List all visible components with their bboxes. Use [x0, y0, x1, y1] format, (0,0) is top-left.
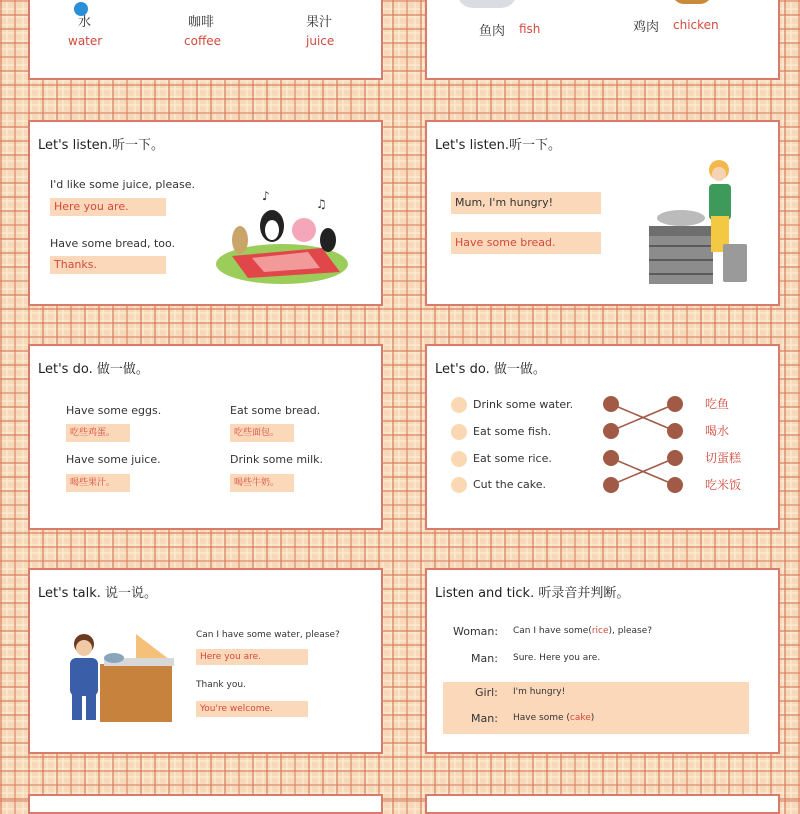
slide-do-1	[28, 344, 383, 530]
vocab-zh: 咖啡	[188, 15, 215, 30]
vocab-en: chicken	[673, 18, 719, 32]
phrase-en: Have some juice.	[66, 453, 161, 466]
slide-title: Let's listen.听一下。	[435, 138, 562, 153]
dialog-line: Sure. Here you are.	[513, 653, 601, 663]
slide-title: Let's talk. 说一说。	[38, 586, 158, 601]
slide-next-left	[28, 794, 383, 814]
slide-listen-1	[28, 120, 383, 306]
speaker-label: Girl:	[475, 686, 498, 699]
dialog-line-box: Mum, I'm hungry!	[451, 192, 601, 214]
vocab-en: water	[68, 34, 103, 48]
slide-title: Let's listen.听一下。	[38, 138, 165, 153]
vocab-zh: 鸡肉	[633, 20, 660, 35]
slide-next-right	[425, 794, 780, 814]
dialog-reply: Here you are.	[196, 649, 308, 665]
dialog-line: I'd like some juice, please.	[50, 178, 195, 191]
speaker-label: Woman:	[453, 625, 499, 638]
match-dot[interactable]	[667, 396, 683, 412]
phrase-en: Have some eggs.	[66, 404, 162, 417]
boy-sink-illustration	[60, 630, 178, 724]
dialog-reply: You're welcome.	[196, 701, 308, 717]
dialog-line: Can I have some water, please?	[196, 630, 340, 640]
dialog-line: Have some bread, too.	[50, 237, 176, 250]
phrase-zh: 喝些果汁。	[66, 474, 130, 492]
phrase-zh: 喝些牛奶。	[230, 474, 294, 492]
mother-cooking-illustration	[641, 156, 751, 288]
answer-blank[interactable]: rice	[591, 626, 609, 636]
answer-blank[interactable]: cake	[569, 713, 591, 723]
slide-listen-2	[425, 120, 780, 306]
match-left-item: Eat some fish.	[473, 425, 552, 438]
dialog-reply: Here you are.	[50, 198, 166, 216]
dialog-reply: Thanks.	[50, 256, 166, 274]
match-dot[interactable]	[603, 423, 619, 439]
slide-vocab-meat	[425, 0, 780, 80]
slide-title: Let's do. 做一做。	[38, 362, 149, 377]
bullet-dot	[451, 424, 467, 440]
match-dot[interactable]	[667, 477, 683, 493]
speaker-label: Man:	[471, 652, 498, 665]
match-dot[interactable]	[667, 423, 683, 439]
speaker-label: Man:	[471, 712, 498, 725]
bullet-dot	[451, 397, 467, 413]
vocab-en: fish	[519, 22, 541, 36]
dialog-reply: Have some bread.	[451, 232, 601, 254]
dialog-line: Have some (cake)	[513, 713, 595, 723]
vocab-en: coffee	[184, 34, 221, 48]
match-right-item: 切蛋糕	[705, 451, 742, 465]
match-left-item: Drink some water.	[473, 398, 574, 411]
dialog-line: Thank you.	[196, 680, 246, 690]
svg-text:♪: ♪	[262, 189, 270, 203]
bullet-dot	[451, 477, 467, 493]
slide-vocab-drinks	[28, 0, 383, 80]
match-right-item: 吃鱼	[705, 397, 730, 411]
match-left-item: Cut the cake.	[473, 478, 547, 491]
dialog-line: I'm hungry!	[513, 687, 566, 697]
svg-text:♫: ♫	[316, 197, 327, 211]
phrase-en: Drink some milk.	[230, 453, 324, 466]
chicken-image	[672, 0, 712, 4]
slide-listen-tick	[425, 568, 780, 754]
vocab-zh: 鱼肉	[479, 24, 506, 39]
phrase-zh: 吃些鸡蛋。	[66, 424, 130, 442]
match-dot[interactable]	[603, 396, 619, 412]
dialog-line: Can I have some(rice), please?	[513, 626, 653, 636]
vocab-zh: 水	[78, 15, 92, 30]
match-right-item: 喝水	[705, 424, 730, 438]
phrase-en: Eat some bread.	[230, 404, 321, 417]
match-right-item: 吃米饭	[705, 478, 742, 492]
slide-title: Let's do. 做一做。	[435, 362, 546, 377]
slide-talk	[28, 568, 383, 754]
slide-title: Listen and tick. 听录音并判断。	[435, 586, 630, 601]
match-dot[interactable]	[603, 477, 619, 493]
picnic-illustration	[212, 186, 352, 286]
phrase-zh: 吃些面包。	[230, 424, 294, 442]
match-dot[interactable]	[667, 450, 683, 466]
fish-image	[457, 0, 517, 8]
match-dot[interactable]	[603, 450, 619, 466]
vocab-en: juice	[306, 34, 335, 48]
slide-do-2	[425, 344, 780, 530]
match-left-item: Eat some rice.	[473, 452, 552, 465]
vocab-zh: 果汁	[306, 15, 333, 30]
bullet-dot	[451, 451, 467, 467]
